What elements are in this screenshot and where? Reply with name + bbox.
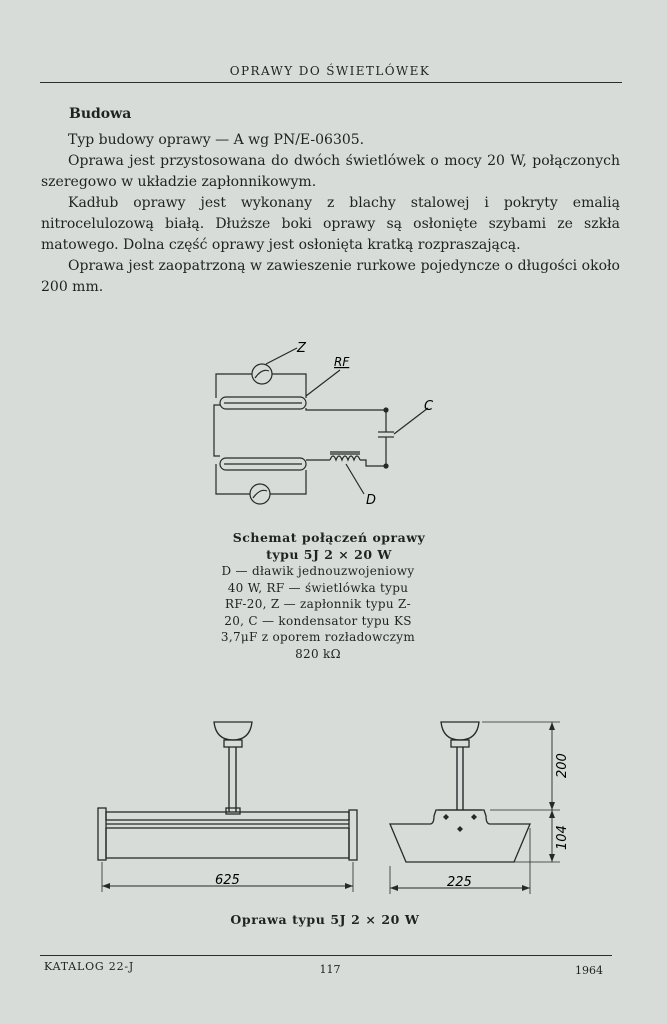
paragraph-body: Kadłub oprawy jest wykonany z blachy stalowej i pokryty emalią nitrocelulozową białą. Dłuższe boki oprawy są osłonięte szybami ze szkła matowego. Dolna część oprawy jest osłonięta kratką rozpraszającą. bbox=[41, 195, 620, 253]
dim-length-label: 625 bbox=[215, 873, 240, 888]
reflector-top bbox=[106, 812, 349, 820]
luminaire-drawing bbox=[90, 710, 570, 910]
schematic-caption-body: D — dławik jednouzwojeniowy 40 W, RF — świetlówka typu RF-20, Z — zapłonnik typu Z-20, C — kondensator typu KS 3,7μF z oporem rozładowczym 820 kΩ bbox=[220, 564, 416, 661]
dim-suspension-label: 200 bbox=[555, 753, 570, 778]
starter-upper-symbol bbox=[252, 364, 272, 384]
wire bbox=[216, 464, 250, 494]
paragraph-suspension: Oprawa jest zaopatrzoną w zawieszenie rurkowe pojedyncze o długości około 200 mm. bbox=[41, 258, 620, 295]
drawing-caption: Oprawa typu 5J 2 × 20 W bbox=[230, 912, 420, 927]
footer-rule bbox=[40, 955, 612, 956]
wire bbox=[214, 405, 220, 456]
end-cap-right bbox=[349, 810, 357, 860]
leader-c bbox=[394, 408, 428, 434]
wire bbox=[216, 374, 252, 398]
paragraph-type: Typ budowy oprawy — A wg PN/E-06305. bbox=[68, 132, 365, 148]
starter-lower-symbol bbox=[250, 484, 270, 504]
fastener-marks bbox=[443, 814, 477, 832]
schematic-caption-line-2: typu 5J 2 × 20 W bbox=[266, 547, 392, 562]
housing-side bbox=[390, 810, 530, 862]
leader-z bbox=[266, 348, 297, 364]
end-cap-left bbox=[98, 808, 106, 860]
diffuser-front bbox=[106, 828, 349, 858]
canopy-side bbox=[441, 722, 479, 740]
body-text bbox=[41, 130, 620, 298]
paragraph-lamps: Oprawa jest przystosowana do dwóch świetlówek o mocy 20 W, połączonych szeregowo w układzie zapłonnikowym. bbox=[41, 153, 620, 190]
page-number: 117 bbox=[319, 963, 341, 976]
label-c: C bbox=[424, 399, 434, 414]
schematic-caption-title bbox=[226, 529, 432, 563]
header-rule bbox=[40, 82, 622, 83]
label-d: D bbox=[366, 493, 377, 508]
footer-year: 1964 bbox=[575, 964, 603, 977]
label-z: Z bbox=[297, 341, 306, 356]
running-head: OPRAWY DO ŚWIETLÓWEK bbox=[229, 64, 431, 78]
schematic-caption-line-1: Schemat połączeń oprawy bbox=[232, 530, 426, 545]
leader-d bbox=[346, 464, 364, 494]
section-title: Budowa bbox=[69, 106, 132, 122]
wire bbox=[270, 470, 306, 494]
canopy-front bbox=[214, 722, 252, 740]
footer-catalog: KATALOG 22-J bbox=[44, 960, 135, 973]
dim-width-label: 225 bbox=[447, 875, 472, 890]
starter-upper-contact bbox=[255, 370, 269, 378]
wiring-schematic bbox=[200, 330, 440, 520]
dim-body-label: 104 bbox=[555, 825, 570, 850]
label-rf: RF bbox=[334, 355, 350, 369]
wire bbox=[306, 408, 386, 410]
wire bbox=[360, 460, 386, 466]
ballast-coil-symbol bbox=[330, 456, 360, 460]
leader-rf bbox=[306, 370, 340, 396]
wire bbox=[272, 374, 306, 398]
